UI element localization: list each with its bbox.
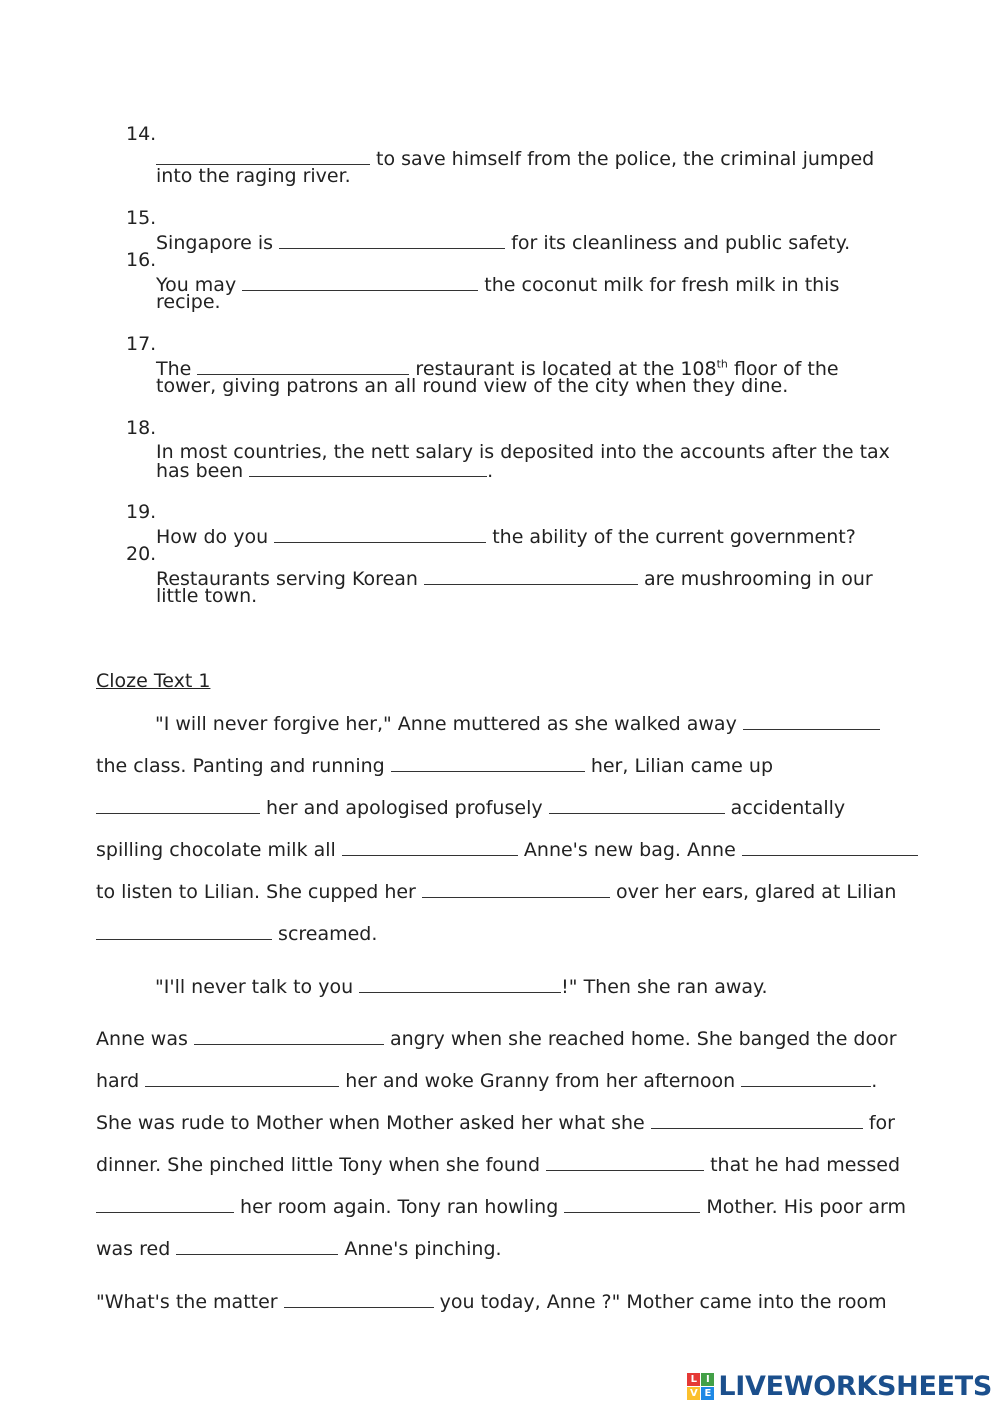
cloze-line: "I'll never talk to you !" Then she ran away. bbox=[155, 976, 768, 998]
question-20: 20. Restaurants serving Korean are mushrooming in our bbox=[126, 543, 873, 590]
question-16: 16. You may the coconut milk for fresh milk in this bbox=[126, 249, 840, 296]
answer-blank[interactable] bbox=[194, 1026, 384, 1045]
answer-blank[interactable] bbox=[546, 1152, 704, 1171]
answer-blank[interactable] bbox=[549, 795, 725, 814]
logo-text: LIVEWORKSHEETS bbox=[718, 1370, 992, 1402]
question-18: 18. In most countries, the nett salary is deposited into the accounts after the tax bbox=[126, 417, 890, 463]
cloze-line: dinner. She pinched little Tony when she found that he had messed bbox=[96, 1154, 901, 1176]
answer-blank[interactable] bbox=[176, 1236, 338, 1255]
question-19: 19. How do you the ability of the current government? bbox=[126, 501, 856, 548]
question-15: 15. Singapore is for its cleanliness and public safety. bbox=[126, 207, 851, 254]
answer-blank[interactable] bbox=[742, 837, 918, 856]
question-20-continued: little town. bbox=[156, 585, 258, 607]
cloze-line: the class. Panting and running her, Lilian came up bbox=[96, 755, 774, 777]
liveworksheets-logo[interactable] bbox=[687, 1366, 992, 1406]
answer-blank[interactable] bbox=[96, 921, 272, 940]
question-17: 17. The restaurant is located at the 108th floor of the bbox=[126, 333, 839, 380]
answer-blank[interactable] bbox=[249, 458, 487, 477]
cloze-line: to listen to Lilian. She cupped her over her ears, glared at Lilian bbox=[96, 881, 897, 903]
cloze-line: She was rude to Mother when Mother asked her what she for bbox=[96, 1112, 895, 1134]
cloze-line: screamed. bbox=[0, 897, 1000, 945]
question-14-continued: into the raging river. bbox=[156, 165, 351, 187]
answer-blank[interactable] bbox=[741, 1068, 871, 1087]
logo-icon: L I V E bbox=[687, 1373, 714, 1400]
cloze-line: her room again. Tony ran howling Mother. His poor arm bbox=[0, 1170, 1000, 1218]
question-number: 14. bbox=[126, 123, 157, 145]
answer-blank[interactable] bbox=[391, 753, 585, 772]
answer-blank[interactable] bbox=[359, 974, 561, 993]
cloze-line: "What's the matter you today, Anne ?" Mother came into the room bbox=[96, 1291, 887, 1313]
cloze-line: her and apologised profusely accidentally bbox=[0, 771, 1000, 819]
question-17-continued: tower, giving patrons an all round view of the city when they dine. bbox=[156, 375, 789, 397]
question-16-continued: recipe. bbox=[156, 291, 221, 313]
cloze-line: "I will never forgive her," Anne muttered as she walked away bbox=[0, 687, 1000, 735]
cloze-line: spilling chocolate milk all Anne's new bag. Anne bbox=[0, 813, 1000, 861]
answer-blank[interactable] bbox=[651, 1110, 863, 1129]
answer-blank[interactable] bbox=[145, 1068, 339, 1087]
question-14: 14. to save himself from the police, the criminal jumped bbox=[126, 123, 875, 170]
answer-blank[interactable] bbox=[422, 879, 610, 898]
cloze-line: was red Anne's pinching. bbox=[96, 1238, 502, 1260]
answer-blank[interactable] bbox=[96, 1194, 234, 1213]
answer-blank[interactable] bbox=[96, 795, 260, 814]
question-18-continued: has been . bbox=[156, 460, 494, 482]
answer-blank[interactable] bbox=[564, 1194, 700, 1213]
answer-blank[interactable] bbox=[743, 711, 880, 730]
cloze-heading: Cloze Text 1 bbox=[96, 670, 211, 692]
answer-blank[interactable] bbox=[284, 1289, 434, 1308]
answer-blank[interactable] bbox=[342, 837, 518, 856]
cloze-line: hard her and woke Granny from her afternoon . bbox=[96, 1070, 878, 1092]
cloze-line: Anne was angry when she reached home. She banged the door bbox=[96, 1028, 897, 1050]
